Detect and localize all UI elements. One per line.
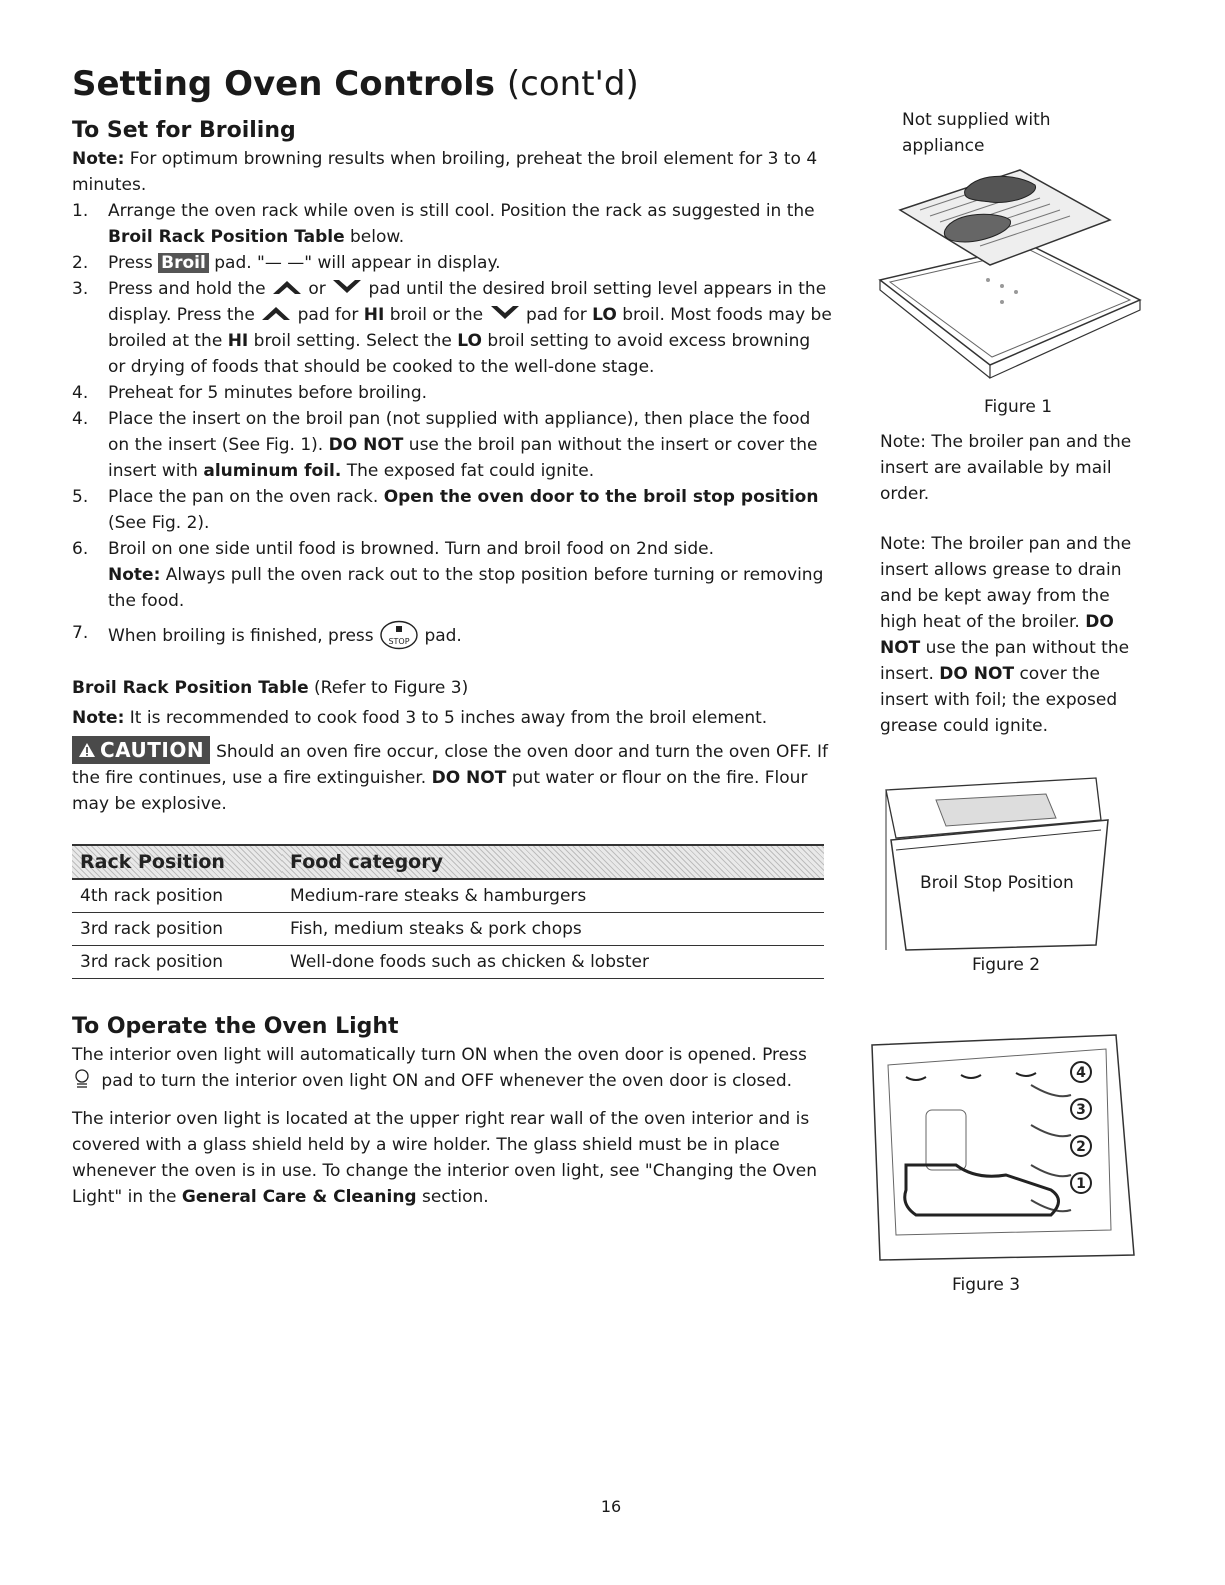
figure-1-broiler-pan <box>870 150 1150 390</box>
figure-2-oven-door <box>876 760 1116 960</box>
table-cell: 4th rack position <box>72 879 282 913</box>
list-item <box>72 250 832 276</box>
page-title <box>72 64 639 104</box>
down-arrow-icon <box>331 278 363 296</box>
light-text: section. <box>416 1187 489 1207</box>
step-text: broil. Most foods may be broiled at the <box>108 305 832 351</box>
stop-button-icon <box>379 620 419 650</box>
step-text: pad. <box>424 626 462 646</box>
step-text: Preheat for 5 minutes before broiling. <box>108 383 428 403</box>
step-text: When broiling is finished, press <box>108 626 374 646</box>
up-arrow-icon <box>260 304 292 322</box>
step-bold: DO NOT <box>328 435 404 455</box>
lo-label: LO <box>457 331 482 351</box>
table-row <box>72 913 824 946</box>
table-cell: Fish, medium steaks & pork chops <box>282 913 824 946</box>
note-label: Note: <box>108 565 161 585</box>
table-header-row <box>72 845 824 879</box>
list-item <box>72 276 832 380</box>
step-text: (See Fig. 2). <box>108 513 210 533</box>
note-text: It is recommended to cook food 3 to 5 inches away from the broil element. <box>124 708 768 728</box>
light-bold: General Care & Cleaning <box>181 1187 417 1207</box>
up-arrow-icon <box>271 278 303 296</box>
header-food-category: Food category <box>282 845 824 879</box>
table-ref <box>72 675 832 701</box>
step-text: Press and hold the <box>108 279 266 299</box>
note-text: Note: The broiler pan and the insert allows grease to drain and be kept away from the high heat of the broiler. <box>880 534 1132 632</box>
step-text: Place the pan on the oven rack. <box>108 487 384 507</box>
stop-label: STOP <box>388 637 410 646</box>
step-number: 4. <box>72 409 89 429</box>
caution-label: CAUTION <box>100 738 205 762</box>
figure-1-caption: Figure 1 <box>983 397 1053 417</box>
rack-label: 2 <box>1076 1139 1086 1155</box>
rack-label: 1 <box>1076 1176 1086 1192</box>
title-main: Setting Oven Controls <box>72 64 496 104</box>
step-text: below. <box>344 227 405 247</box>
note-text: use the pan without the insert. <box>880 638 1130 684</box>
step-text: pad until the desired broil setting level appears in the display. Press the <box>108 279 827 325</box>
step-text: pad. "— —" will appear in display. <box>208 253 501 273</box>
figure-3-caption: Figure 3 <box>951 1275 1021 1295</box>
note-text: cover the insert with foil; the exposed grease could ignite. <box>880 664 1118 736</box>
list-item <box>72 536 832 614</box>
caution-text: Should an oven fire occur, close the oven door and turn the oven OFF. If the fire continues, use a fire extinguisher. <box>72 742 829 788</box>
note-grease <box>880 531 1150 739</box>
note-bold: DO NOT <box>939 664 1015 684</box>
step-number: 4. <box>72 383 89 403</box>
hi-label: HI <box>227 331 249 351</box>
step-text: broil setting to avoid excess browning or drying of foods that should be cooked to the well-done stage. <box>108 331 811 377</box>
list-item <box>72 380 832 406</box>
step-bold: Open the oven door to the broil stop position <box>383 487 819 507</box>
caution-block <box>72 736 832 817</box>
step-text: Arrange the oven rack while oven is still cool. Position the rack as suggested in the <box>108 201 815 221</box>
step-number: 2. <box>72 253 89 273</box>
not-supplied-label: Not supplied with appliance <box>902 110 1051 156</box>
title-sub: (cont'd) <box>506 64 639 104</box>
table-cell: Medium-rare steaks & hamburgers <box>282 879 824 913</box>
note-text: For optimum browning results when broiling, preheat the broil element for 3 to 4 minutes. <box>72 149 818 195</box>
table-cell: Well-done foods such as chicken & lobster <box>282 946 824 979</box>
oven-light-paragraph-2 <box>72 1106 832 1210</box>
down-arrow-icon <box>489 304 521 322</box>
page-number: 16 <box>600 1497 622 1516</box>
header-rack-position: Rack Position <box>72 845 282 879</box>
step-text: broil setting. Select the <box>253 331 452 351</box>
table-cell: 3rd rack position <box>72 946 282 979</box>
note-text: Always pull the oven rack out to the stop position before turning or removing the food. <box>108 565 824 611</box>
warning-icon <box>78 742 96 758</box>
lo-label: LO <box>592 305 617 325</box>
table-ref-text: (Refer to Figure 3) <box>308 678 469 698</box>
step-text: or <box>308 279 326 299</box>
broil-pad-label: Broil <box>158 253 209 273</box>
rack-label: 3 <box>1076 1102 1086 1118</box>
step-text: broil or the <box>389 305 484 325</box>
broil-rack-position-table <box>72 844 824 979</box>
figure-2-caption: Figure 2 <box>971 955 1041 975</box>
step-bold: aluminum foil. <box>203 461 342 481</box>
light-text: The interior oven light will automatically turn ON when the oven door is opened. Press <box>72 1045 807 1065</box>
note-label: Note: <box>72 708 125 728</box>
broiling-heading: To Set for Broiling <box>72 118 296 143</box>
figure-3-oven-racks <box>866 1025 1142 1270</box>
step-text: The exposed fat could ignite. <box>341 461 595 481</box>
step-number: 6. <box>72 539 89 559</box>
step-text: use the broil pan without the insert or cover the insert with <box>108 435 818 481</box>
oven-light-paragraph-1 <box>72 1042 832 1094</box>
caution-text: put water or flour on the fire. Flour may be explosive. <box>72 768 808 814</box>
note-bold: DO NOT <box>880 612 1114 658</box>
table-row <box>72 946 824 979</box>
list-item <box>72 484 832 536</box>
step-bold: Broil Rack Position Table <box>108 227 345 247</box>
step-text: pad for <box>525 305 587 325</box>
caution-bold: DO NOT <box>431 768 507 788</box>
step-number: 5. <box>72 487 89 507</box>
step-number: 7. <box>72 623 89 643</box>
step-text: Press <box>108 253 159 273</box>
table-ref-label: Broil Rack Position Table <box>72 678 309 698</box>
light-text: The interior oven light is located at the upper right rear wall of the oven interior and is covered with a glass shield held by a wire holder. The glass shield must be in place whenever the oven is in use. To change the interior oven light, see "Changing the Oven Light" in the <box>72 1109 818 1207</box>
table-cell: 3rd rack position <box>72 913 282 946</box>
list-item <box>72 620 832 650</box>
rack-label: 4 <box>1076 1065 1086 1081</box>
caution-badge <box>72 736 210 764</box>
table-row <box>72 879 824 913</box>
step-number: 3. <box>72 279 89 299</box>
list-item <box>72 198 832 250</box>
oven-light-heading: To Operate the Oven Light <box>72 1014 399 1039</box>
broiling-steps <box>72 198 832 650</box>
broiling-note <box>72 146 832 198</box>
note-mail-order: Note: The broiler pan and the insert are available by mail order. <box>880 432 1132 504</box>
broil-stop-label: Broil Stop Position <box>920 873 1074 893</box>
light-text: pad to turn the interior oven light ON and OFF whenever the oven door is closed. <box>101 1071 793 1091</box>
step-text: pad for <box>297 305 359 325</box>
note-2 <box>72 705 832 731</box>
note-label: Note: <box>72 149 125 169</box>
light-bulb-icon <box>72 1068 96 1090</box>
list-item <box>72 406 832 484</box>
step-number: 1. <box>72 201 89 221</box>
hi-label: HI <box>363 305 385 325</box>
step-text: Place the insert on the broil pan (not supplied with appliance), then place the food on the insert (See Fig. 1). <box>108 409 811 455</box>
step-text: Broil on one side until food is browned. Turn and broil food on 2nd side. <box>108 539 715 559</box>
